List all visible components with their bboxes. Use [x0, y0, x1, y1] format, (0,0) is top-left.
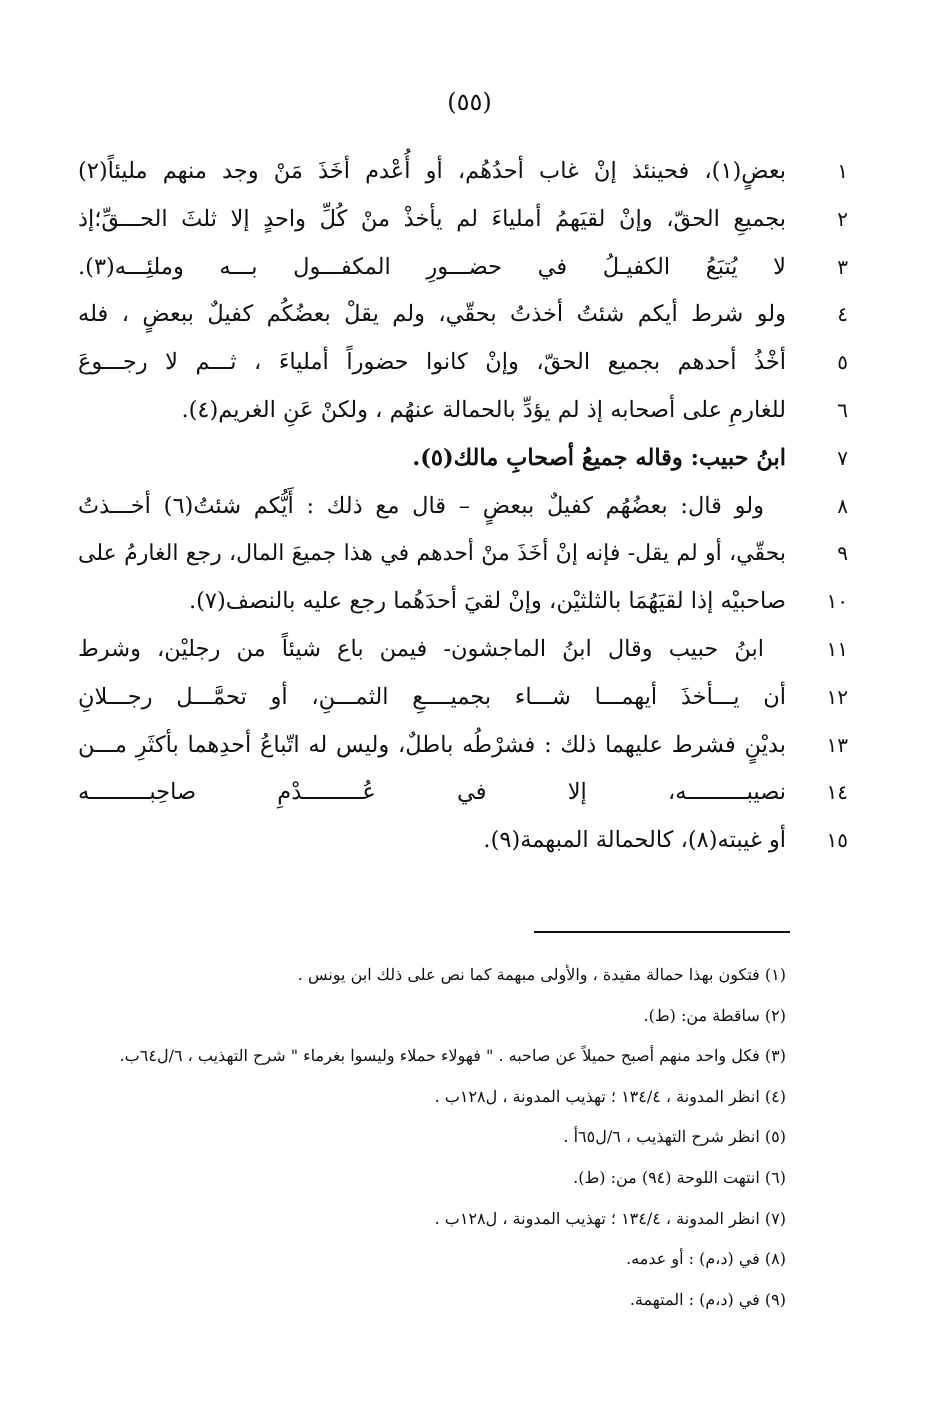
- footnote-7: (٧) انظر المدونة ، ١٣٤/٤ ؛ تهذيب المدونة ، ل١٢٨ب .: [434, 1208, 786, 1228]
- line-text: للغارمِ على أصحابه إذ لم يؤدِّ بالحمالة عنهُم ، ولكنْ عَنِ الغريم(٤).: [181, 396, 786, 423]
- line-text: بعضٍ(١)، فحينئذ إنْ غاب أحدُهُم، أو أُعْدم أخَذَ مَنْ وجد منهم مليئاً(٢): [78, 158, 786, 184]
- text-line-8: [78, 483, 848, 531]
- text-line-6: [78, 387, 848, 435]
- line-number: ١٠: [826, 589, 848, 614]
- line-text: لا يُتبَعُ الكفيـلُ في حضـــورِ المكفـــول بـــه وملئِـــه(٣).: [78, 253, 786, 280]
- footnote-4: (٤) انظر المدونة ، ١٣٤/٤ ؛ تهذيب المدونة ، ل١٢٨ب .: [434, 1086, 786, 1106]
- line-number: ٦: [837, 397, 848, 422]
- line-text: بحقّي، أو لم يقل- فإنه إنْ أخَذَ منْ أحدهم في هذا جميعَ المال، رجع الغارمُ على: [78, 541, 786, 567]
- line-number: ٨: [837, 493, 848, 518]
- footnote-2: (٢) ساقطة من: (ط).: [643, 1005, 786, 1025]
- page-number: (٥٥): [447, 88, 492, 116]
- footnote-3: (٣) فكل واحد منهم أصبح حميلاً عن صاحبه . " فهولاء حملاء وليسوا بغرماء " شرح التهذيب ، ٦/ل٦٤ب.: [119, 1046, 786, 1066]
- footnote-1: (١) فتكون بهذا حمالة مقيدة ، والأولى مبهمة كما نص على ذلك ابن يونس .: [297, 965, 786, 984]
- line-number: ٣: [837, 254, 848, 279]
- footnote-divider: [534, 931, 790, 933]
- text-line-14: [78, 769, 848, 817]
- text-line-4: [78, 291, 848, 339]
- text-line-3: [78, 244, 848, 292]
- line-number: ١: [837, 159, 848, 183]
- line-number: ٤: [837, 302, 848, 327]
- line-text: ولو شرط أيكم شئتُ أخذتُ بحقّي، ولم يقلْ بعضُكُم كفيلٌ ببعضٍ ، فله: [78, 301, 786, 328]
- text-line-11: [78, 626, 848, 674]
- line-number: ١٢: [826, 684, 848, 709]
- footnote-8: (٨) في (د،م) : أو عدمه.: [626, 1249, 786, 1269]
- line-text: أن يـــأخذَ أيهمـــا شـــاء بجميــــعِ الثمـــنِ، أو تحمَّـــل رجـــلانِ: [78, 683, 786, 710]
- text-line-5: [78, 339, 848, 387]
- line-text: بجميعِ الحقّ، وإنْ لقيَهمُ أملياءَ لم يأخذْ منْ كُلِّ واحدٍ إلا ثلثَ الحـــقِّ؛إذ: [78, 205, 786, 232]
- line-number: ١٤: [826, 780, 848, 805]
- line-text: بديْنٍ فشرط عليهما ذلك : فشرْطُه باطلٌ، وليس له اتّباعُ أحدِهما بأكثَرِ مـــن: [78, 731, 786, 758]
- footnote-5: (٥) انظر شرح التهذيب ، ٦/ل٦٥أ .: [563, 1127, 786, 1147]
- line-number: ١٥: [826, 828, 848, 853]
- body-text: [78, 148, 848, 865]
- line-number: ٧: [837, 445, 848, 470]
- text-line-12: [78, 674, 848, 722]
- line-number: ١١: [826, 636, 848, 661]
- line-number: ٥: [837, 350, 848, 375]
- line-text: نصيبـــــــــه، إلا في عُـــــــــدْمِ صاحِبـــــــــه: [78, 779, 786, 806]
- footnote-9: (٩) في (د،م) : المتهمة.: [629, 1289, 786, 1309]
- text-line-10: [78, 578, 848, 626]
- footnotes: [70, 955, 786, 1320]
- text-line-13: [78, 722, 848, 770]
- line-text: أخْذُ أحدهم بجميع الحقّ، وإنْ كانوا حضوراً أملياءَ ، ثـــم لا رجـــوعَ: [78, 349, 786, 376]
- line-text: أو غيبته(٨)، كالحمالة المبهمة(٩).: [483, 827, 786, 854]
- line-text: ولو قال: بعضُهُم كفيلٌ ببعضٍ – قال مع ذلك : أَيُّكم شئتُ(٦) أخـــذتُ: [78, 492, 764, 519]
- text-line-2: [78, 196, 848, 244]
- line-text: ابنُ حبيب: وقاله جميعُ أصحابِ مالك(٥).: [412, 444, 786, 471]
- line-text: صاحبيْه إذا لقيَهُمَا بالثلثيْن، وإنْ لقيَ أحدَهُما رجع عليه بالنصف(٧).: [188, 588, 786, 615]
- text-line-9: [78, 530, 848, 578]
- text-line-7: [78, 435, 848, 483]
- line-number: ٢: [837, 206, 848, 231]
- line-number: ١٣: [826, 732, 848, 757]
- text-line-1: [78, 148, 848, 196]
- line-text: ابنُ حبيب وقال ابنُ الماجشون- فيمن باع شيئاً من رجليْن، وشرط: [78, 635, 764, 662]
- footnote-6: (٦) انتهت اللوحة (٩٤) من: (ط).: [573, 1167, 786, 1187]
- line-number: ٩: [837, 541, 848, 566]
- text-line-15: [78, 817, 848, 865]
